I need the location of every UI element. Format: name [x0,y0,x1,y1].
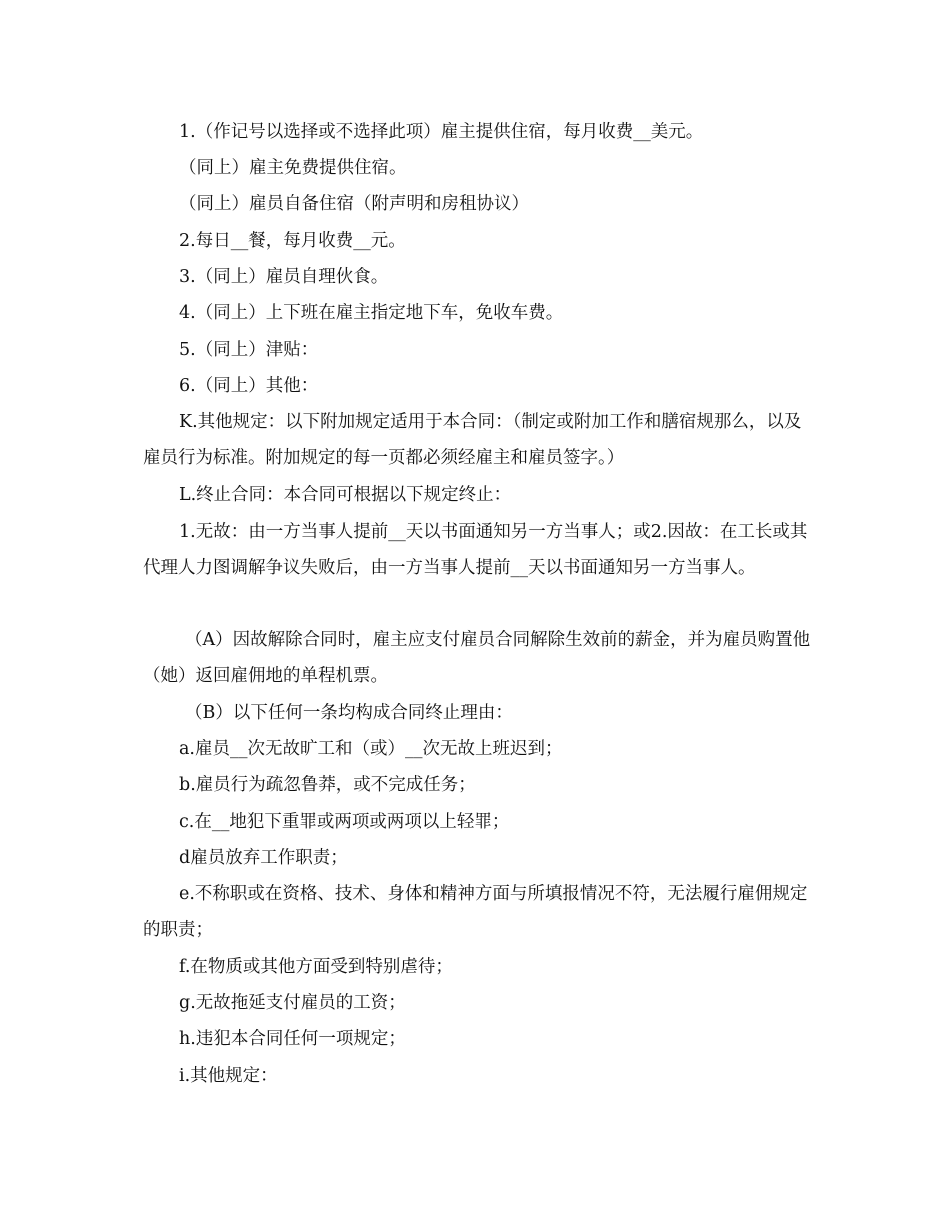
paragraph-self-meals: 3.（同上）雇员自理伙食。 [179,267,389,287]
paragraph-free-lodging: （同上）雇主免费提供住宿。 [179,158,407,178]
list-item-b: b.雇员行为疏忽鲁莽，或不完成任务； [179,775,476,795]
paragraph-clause-b: （B）以下任何一条均构成合同终止理由： [185,703,513,723]
list-item-g: g.无故拖延支付雇员的工资； [179,993,406,1013]
paragraph-transport: 4.（同上）上下班在雇主指定地下车，免收车费。 [179,303,564,323]
paragraph-section-l: L.终止合同：本合同可根据以下规定终止： [179,485,512,505]
paragraph-section-k: K.其他规定：以下附加规定适用于本合同：（制定或附加工作和膳宿规那么，以及雇员行为标准。附加规定的每一页都必须经雇主和雇员签字。） [143,412,802,468]
list-item-e: e.不称职或在资格、技术、身体和精神方面与所填报情况不符，无法履行雇佣规定的职责； [143,884,808,940]
list-item-d: d雇员放弃工作职责； [179,848,348,868]
paragraph-termination-terms: 1.无故：由一方当事人提前__天以书面通知另一方当事人；或2.因故：在工长或其代理人力图调解争议失败后，由一方当事人提前__天以书面通知另一方当事人。 [143,522,808,578]
paragraph-other: 6.（同上）其他： [179,376,319,396]
paragraph-meals: 2.每日__餐，每月收费__元。 [179,231,406,251]
list-item-i: i.其他规定： [179,1066,278,1086]
paragraph-lodging-provided: 1.（作记号以选择或不选择此项）雇主提供住宿，每月收费__美元。 [179,122,704,142]
list-item-h: h.违犯本合同任何一项规定； [179,1029,406,1049]
paragraph-self-lodging: （同上）雇员自备住宿（附声明和房租协议） [179,194,529,214]
list-item-f: f.在物质或其他方面受到特别虐待； [179,957,453,977]
paragraph-clause-a: （A）因故解除合同时，雇主应支付雇员合同解除生效前的薪金，并为雇员购置他（她）返回雇佣地的单程机票。 [143,630,811,686]
paragraph-allowance: 5.（同上）津贴： [179,340,319,360]
list-item-c: c.在__地犯下重罪或两项或两项以上轻罪； [179,812,510,832]
list-item-a: a.雇员__次无故旷工和（或）__次无故上班迟到； [179,739,563,759]
